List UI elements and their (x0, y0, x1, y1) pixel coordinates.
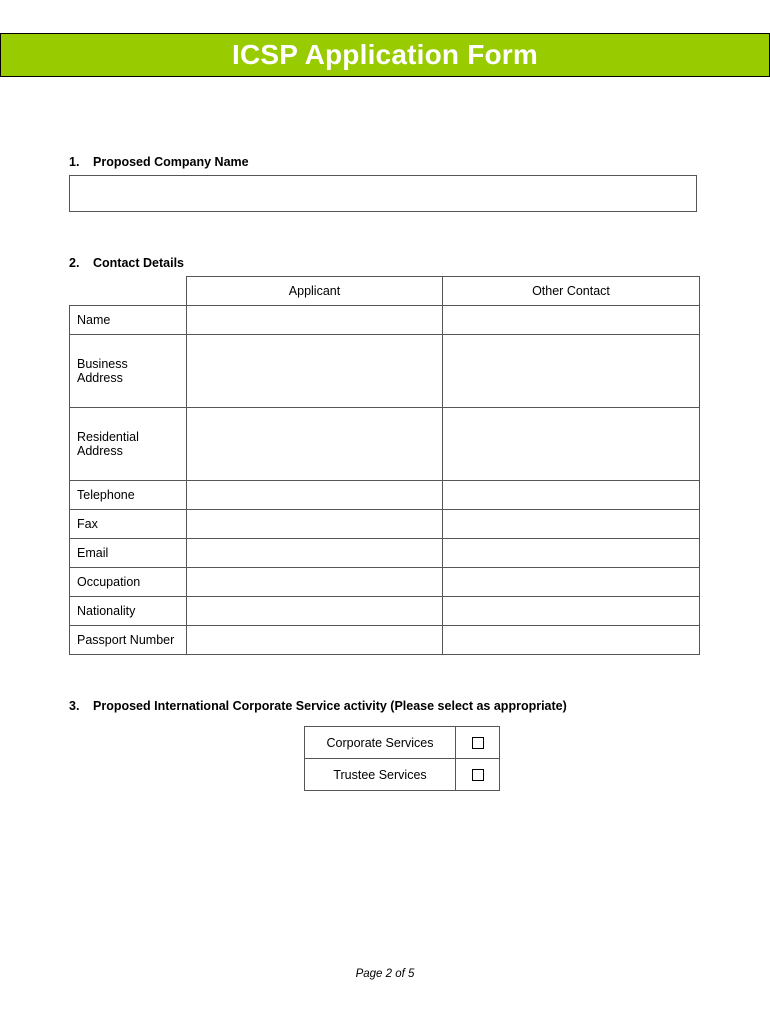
table-row (70, 408, 700, 481)
other-contact-telephone-field[interactable] (443, 481, 700, 510)
other-contact-business-address-field[interactable] (443, 335, 700, 408)
applicant-telephone-field[interactable] (187, 481, 443, 510)
row-label-passport-number: Passport Number (70, 626, 187, 655)
column-header-applicant: Applicant (187, 277, 443, 306)
row-label-fax: Fax (70, 510, 187, 539)
applicant-email-field[interactable] (187, 539, 443, 568)
table-row (305, 759, 500, 791)
table-row (70, 510, 700, 539)
applicant-fax-field[interactable] (187, 510, 443, 539)
table-row (70, 539, 700, 568)
table-header-row (70, 277, 700, 306)
contact-details-table (69, 276, 700, 655)
applicant-residential-address-field[interactable] (187, 408, 443, 481)
section-3-title: Proposed International Corporate Service activity (Please select as appropriate) (93, 699, 567, 713)
section-1-heading (69, 155, 249, 169)
trustee-services-checkbox[interactable] (472, 769, 484, 781)
applicant-name-field[interactable] (187, 306, 443, 335)
row-label-name: Name (70, 306, 187, 335)
row-label-residential-address: Residential Address (70, 408, 187, 481)
applicant-nationality-field[interactable] (187, 597, 443, 626)
applicant-passport-number-field[interactable] (187, 626, 443, 655)
row-label-nationality: Nationality (70, 597, 187, 626)
page-number: Page 2 of 5 (355, 968, 415, 980)
table-row (70, 335, 700, 408)
section-3-number: 3. (69, 699, 80, 713)
table-row (70, 626, 700, 655)
table-row (305, 727, 500, 759)
section-2-number: 2. (69, 256, 80, 270)
other-contact-passport-number-field[interactable] (443, 626, 700, 655)
column-header-other-contact: Other Contact (443, 277, 700, 306)
row-label-occupation: Occupation (70, 568, 187, 597)
row-label-email: Email (70, 539, 187, 568)
checkbox-cell (456, 759, 500, 791)
table-row (70, 597, 700, 626)
checkbox-cell (456, 727, 500, 759)
table-row (70, 306, 700, 335)
page-title: ICSP Application Form (231, 39, 538, 70)
section-2-title: Contact Details (93, 256, 184, 270)
other-contact-email-field[interactable] (443, 539, 700, 568)
corporate-services-checkbox[interactable] (472, 737, 484, 749)
other-contact-nationality-field[interactable] (443, 597, 700, 626)
other-contact-name-field[interactable] (443, 306, 700, 335)
other-contact-occupation-field[interactable] (443, 568, 700, 597)
applicant-business-address-field[interactable] (187, 335, 443, 408)
other-contact-fax-field[interactable] (443, 510, 700, 539)
section-1-number: 1. (69, 155, 80, 169)
option-label-trustee-services: Trustee Services (305, 759, 456, 791)
row-label-business-address: Business Address (70, 335, 187, 408)
header-bar (0, 33, 770, 77)
table-row (70, 568, 700, 597)
table-row (70, 481, 700, 510)
service-activity-table (304, 726, 500, 791)
row-label-telephone: Telephone (70, 481, 187, 510)
applicant-occupation-field[interactable] (187, 568, 443, 597)
company-name-field[interactable] (69, 175, 697, 212)
section-1-title: Proposed Company Name (93, 155, 249, 169)
blank-header-cell (70, 277, 187, 306)
section-3-heading (69, 699, 567, 713)
other-contact-residential-address-field[interactable] (443, 408, 700, 481)
section-2-heading (69, 256, 184, 270)
option-label-corporate-services: Corporate Services (305, 727, 456, 759)
